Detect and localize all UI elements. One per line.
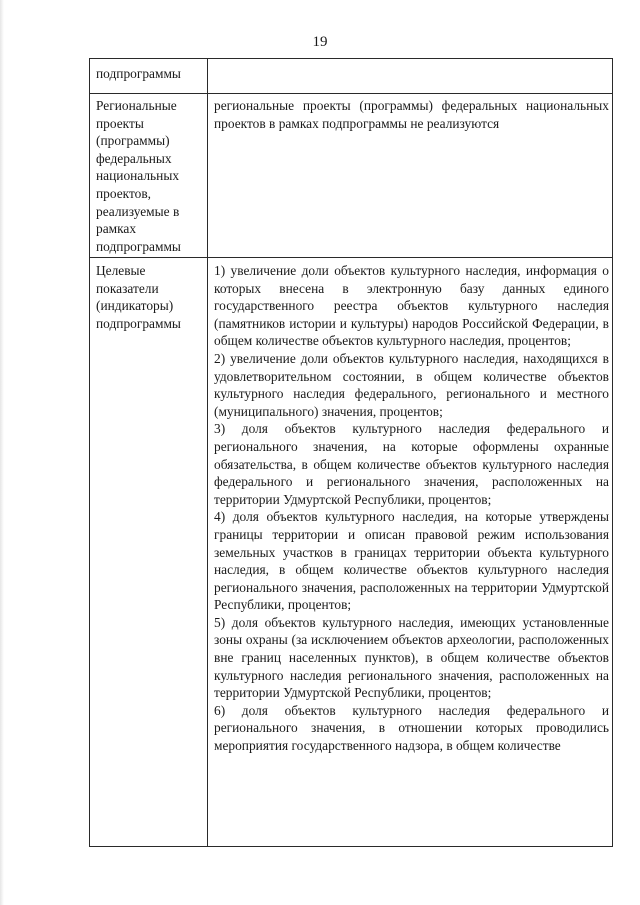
indicator-item-4: 4) доля объектов культурного наследия, на которые утверждены границы территории и описан правовой режим использования земельных участков в границах территории объекта культурного наследия, в общем количестве объектов культурного наследия регионального значения, расположенных на территории Удмуртской Республики, процентов; xyxy=(214,509,609,613)
indicator-item-1: 1) увеличение доли объектов культурного наследия, информация о которых внесена в электронную базу данных единого государственного реестра объектов культурного наследия (памятников истории и культуры) народов Российской Федерации, в общем количестве объектов культурного наследия, процентов; xyxy=(214,263,609,349)
indicator-item-6: 6) доля объектов культурного наследия федерального и регионального значения, в отношении которых проводились мероприятия государственного надзора, в общем количестве xyxy=(214,702,609,754)
table-row xyxy=(90,59,613,94)
table-row xyxy=(90,94,613,258)
indicator-item-2: 2) увеличение доли объектов культурного наследия, находящихся в удовлетворительном состоянии, в общем количестве объектов культурного наследия федерального, регионального и местного (муниципального) значения, процентов; xyxy=(214,350,609,419)
indicator-item-5: 5) доля объектов культурного наследия, имеющих установленные зоны охраны (за исключением объектов археологии, расположенных вне границ населенных пунктов), в общем количестве объектов культурного наследия регионального значения, расположенных на территории Удмуртской Республики, процентов; xyxy=(214,614,609,701)
row-label-continued: подпрограммы xyxy=(90,59,208,94)
row-label-regional-projects: Региональные проекты (программы) федеральных национальных проектов, реализуемые в рамках подпрограммы xyxy=(90,94,208,258)
table-row xyxy=(90,258,613,847)
row-label-target-indicators: Целевые показатели (индикаторы) подпрограммы xyxy=(90,258,208,847)
row-value-regional-projects: региональные проекты (программы) федеральных национальных проектов в рамках подпрограммы не реализуются xyxy=(208,94,613,258)
page-number: 19 xyxy=(312,34,328,50)
indicator-list xyxy=(214,262,609,846)
passport-table xyxy=(89,58,613,847)
row-value-continued xyxy=(208,59,613,94)
indicator-item-3: 3) доля объектов культурного наследия федерального и регионального значения, на которые оформлены охранные обязательства, в общем количестве объектов культурного наследия федерального и регионального значения, расположенных на территории Удмуртской Республики, процентов; xyxy=(214,421,609,507)
row-value-target-indicators xyxy=(208,258,613,847)
page-edge-shadow xyxy=(0,0,4,905)
